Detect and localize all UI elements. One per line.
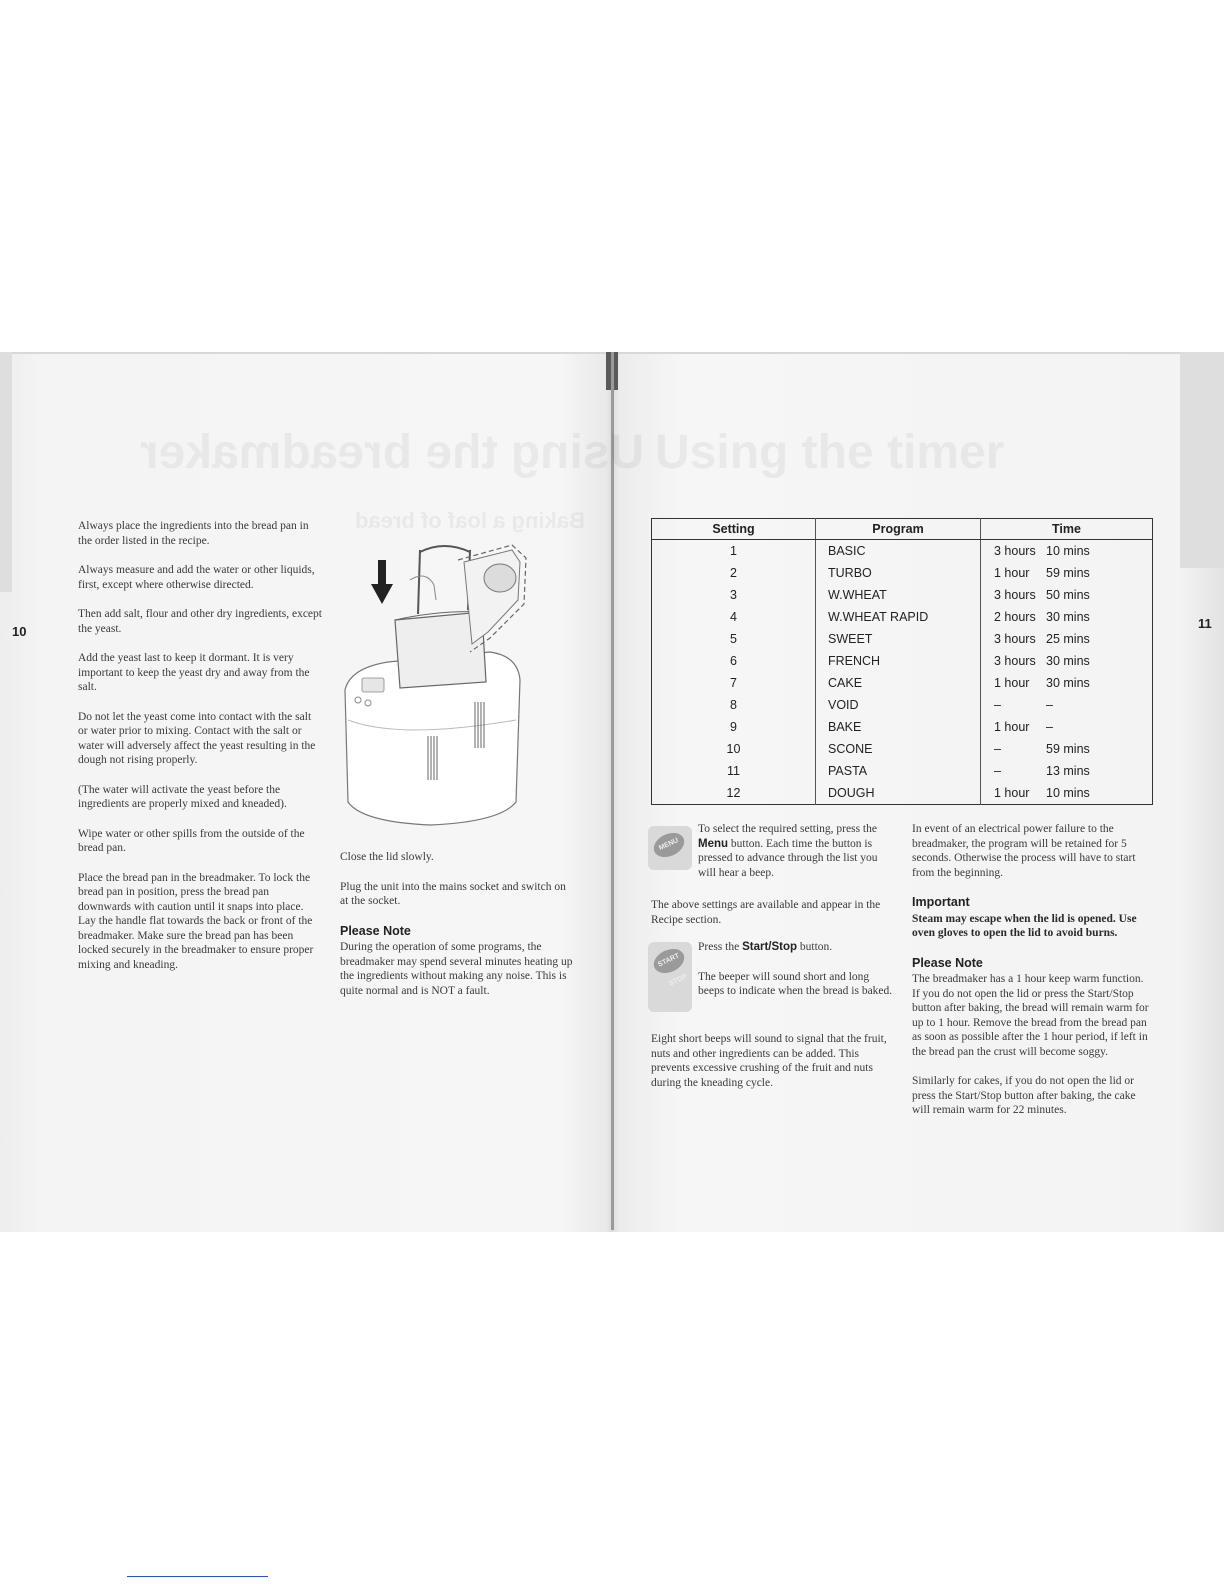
time-cell	[981, 606, 1153, 628]
left-column-instructions	[78, 519, 323, 987]
column-header-program: Program	[816, 519, 981, 540]
time-cell	[981, 782, 1153, 805]
setting-cell: 3	[652, 584, 816, 606]
keep-warm-text: The breadmaker has a 1 hour keep warm function. If you do not open the lid or press the Start/Stop button after baking, the bread will remain warm for up to 1 hour. Remove the bread from the bread pan as soon as possible after the 1 hour period, if left in the bread pan the crust will become soggy.	[912, 973, 1149, 1058]
menu-button-icon	[648, 826, 692, 870]
menu-word: Menu	[698, 837, 729, 850]
time-mins: –	[1046, 698, 1053, 712]
time-cell	[981, 628, 1153, 650]
time-mins: 13 mins	[1046, 764, 1090, 778]
time-mins: 10 mins	[1046, 544, 1090, 558]
setting-cell: 4	[652, 606, 816, 628]
table-row	[652, 694, 1153, 716]
left-edge-tab	[0, 352, 12, 592]
table-row	[652, 540, 1153, 563]
instruction-paragraph: Always measure and add the water or other liquids, first, except where otherwise directed.	[78, 564, 315, 591]
menu-instruction	[698, 822, 890, 895]
setting-cell: 5	[652, 628, 816, 650]
beeper-text: The beeper will sound short and long beeps to indicate when the bread is baked.	[698, 970, 893, 997]
time-cell	[981, 716, 1153, 738]
instruction-paragraph: Add the yeast last to keep it dormant. It is very important to keep the yeast dry and away from the salt.	[78, 652, 310, 693]
program-cell: BASIC	[816, 540, 981, 563]
instruction-paragraph: Always place the ingredients into the bread pan in the order listed in the recipe.	[78, 520, 309, 547]
setting-cell: 2	[652, 562, 816, 584]
spine	[611, 352, 614, 1230]
start-stop-word: Start/Stop	[742, 941, 798, 953]
time-mins: –	[1046, 720, 1053, 734]
breadmaker-illustration	[340, 540, 530, 830]
start-stop-instruction	[698, 940, 893, 1014]
left-ghost-title: Using the breadmaker	[140, 426, 645, 479]
time-hours: –	[994, 742, 1001, 756]
instruction-paragraph: Wipe water or other spills from the outside of the bread pan.	[78, 827, 305, 854]
time-cell	[981, 650, 1153, 672]
program-cell: W.WHEAT RAPID	[816, 606, 981, 628]
right-ghost-title: Using the timer	[655, 426, 1005, 479]
setting-cell: 9	[652, 716, 816, 738]
column-header-setting: Setting	[652, 519, 816, 540]
time-cell	[981, 584, 1153, 606]
start-stop-button-icon	[648, 942, 692, 1012]
time-cell	[981, 540, 1153, 563]
plug-text: Plug the unit into the mains socket and switch on at the socket.	[340, 880, 566, 907]
program-table-body	[652, 540, 1153, 805]
menu-text-pre: To select the required setting, press the	[698, 823, 877, 835]
time-mins: 30 mins	[1046, 654, 1090, 668]
setting-cell: 1	[652, 540, 816, 563]
important-heading: Important	[912, 895, 970, 909]
time-mins: 50 mins	[1046, 588, 1090, 602]
blue-underline-mark	[127, 1576, 268, 1577]
program-cell: PASTA	[816, 760, 981, 782]
instruction-paragraph: Then add salt, flour and other dry ingredients, except the yeast.	[78, 608, 322, 635]
time-hours: 3 hours	[994, 654, 1036, 668]
time-hours: 1 hour	[994, 786, 1030, 800]
time-mins: 59 mins	[1046, 566, 1090, 580]
menu-text-post: button. Each time the button is pressed to advance through the list you will hear a beep.	[698, 837, 878, 879]
program-table	[651, 518, 1153, 805]
please-note-heading: Please Note	[340, 923, 411, 938]
right-column-notes	[912, 822, 1150, 1133]
time-hours: 3 hours	[994, 588, 1036, 602]
table-row	[652, 628, 1153, 650]
time-hours: 3 hours	[994, 544, 1036, 558]
table-row	[652, 584, 1153, 606]
time-hours: 3 hours	[994, 632, 1036, 646]
program-cell: FRENCH	[816, 650, 981, 672]
column-header-time: Time	[981, 519, 1153, 540]
time-mins: 25 mins	[1046, 632, 1090, 646]
time-mins: 10 mins	[1046, 786, 1090, 800]
program-cell: SCONE	[816, 738, 981, 760]
table-row	[652, 760, 1153, 782]
program-cell: BAKE	[816, 716, 981, 738]
please-note-text: During the operation of some programs, the breadmaker may spend several minutes heating up the ingredients without making any noise. This is quite normal and is NOT a fault.	[340, 941, 573, 997]
program-cell: W.WHEAT	[816, 584, 981, 606]
table-row	[652, 650, 1153, 672]
instruction-paragraph: Do not let the yeast come into contact with the salt or water prior to mixing. Contact with the salt or water will adversely affect the yeast resulting in the dough not rising properly.	[78, 710, 316, 766]
settings-available-text: The above settings are available and appear in the Recipe section.	[651, 899, 881, 926]
page-number-right: 11	[1198, 616, 1212, 631]
table-row	[652, 782, 1153, 805]
table-row	[652, 606, 1153, 628]
page-number-left: 10	[12, 624, 27, 639]
table-row	[652, 562, 1153, 584]
time-mins: 59 mins	[1046, 742, 1090, 756]
table-row	[652, 738, 1153, 760]
setting-cell: 11	[652, 760, 816, 782]
instruction-paragraph: Place the bread pan in the breadmaker. To lock the bread pan in position, press the bread pan downwards with caution until it snaps into place. Lay the handle flat towards the back or front of the breadmaker. Make sure the bread pan has been locked securely in the breadmaker to ensure proper mixing and kneading.	[78, 871, 314, 971]
please-note-heading-right: Please Note	[912, 955, 983, 970]
table-row	[652, 716, 1153, 738]
menu-icon-label: MENU	[650, 828, 688, 861]
time-hours: 1 hour	[994, 566, 1030, 580]
program-cell: SWEET	[816, 628, 981, 650]
time-mins: 30 mins	[1046, 676, 1090, 690]
eight-beeps-text: Eight short beeps will sound to signal that the fruit, nuts and other ingredients can be added. This prevents excessive crushing of the fruit and nuts during the kneading cycle.	[651, 1033, 887, 1089]
instruction-paragraph: (The water will activate the yeast before the ingredients are properly mixed and kneaded).	[78, 783, 287, 810]
right-edge-tab	[1180, 352, 1224, 568]
time-cell	[981, 562, 1153, 584]
press-pre: Press the	[698, 941, 743, 953]
time-cell	[981, 760, 1153, 782]
time-cell	[981, 672, 1153, 694]
time-cell	[981, 738, 1153, 760]
setting-cell: 6	[652, 650, 816, 672]
start-icon-label: START STOP	[650, 944, 688, 977]
press-post: button.	[797, 941, 833, 953]
close-lid-text: Close the lid slowly.	[340, 851, 434, 863]
left-column-notes	[340, 850, 575, 1013]
left-ghost-subtitle: Baking a loaf of bread	[355, 508, 585, 533]
time-mins: 30 mins	[1046, 610, 1090, 624]
cakes-text: Similarly for cakes, if you do not open the lid or press the Start/Stop button after baking, the cake will remain warm for 22 minutes.	[912, 1075, 1136, 1116]
program-cell: CAKE	[816, 672, 981, 694]
time-hours: 2 hours	[994, 610, 1036, 624]
setting-cell: 10	[652, 738, 816, 760]
power-failure-text: In event of an electrical power failure to the breadmaker, the program will be retained for 5 seconds. Otherwise the process will have to start from the beginning.	[912, 823, 1136, 879]
time-hours: –	[994, 698, 1001, 712]
time-hours: 1 hour	[994, 676, 1030, 690]
setting-cell: 7	[652, 672, 816, 694]
program-cell: VOID	[816, 694, 981, 716]
setting-cell: 8	[652, 694, 816, 716]
setting-cell: 12	[652, 782, 816, 805]
table-header-row	[652, 519, 1153, 540]
important-text: Steam may escape when the lid is opened. Use oven gloves to open the lid to avoid burns.	[912, 912, 1137, 939]
table-row	[652, 672, 1153, 694]
time-cell	[981, 694, 1153, 716]
time-hours: –	[994, 764, 1001, 778]
program-cell: DOUGH	[816, 782, 981, 805]
program-cell: TURBO	[816, 562, 981, 584]
time-hours: 1 hour	[994, 720, 1030, 734]
